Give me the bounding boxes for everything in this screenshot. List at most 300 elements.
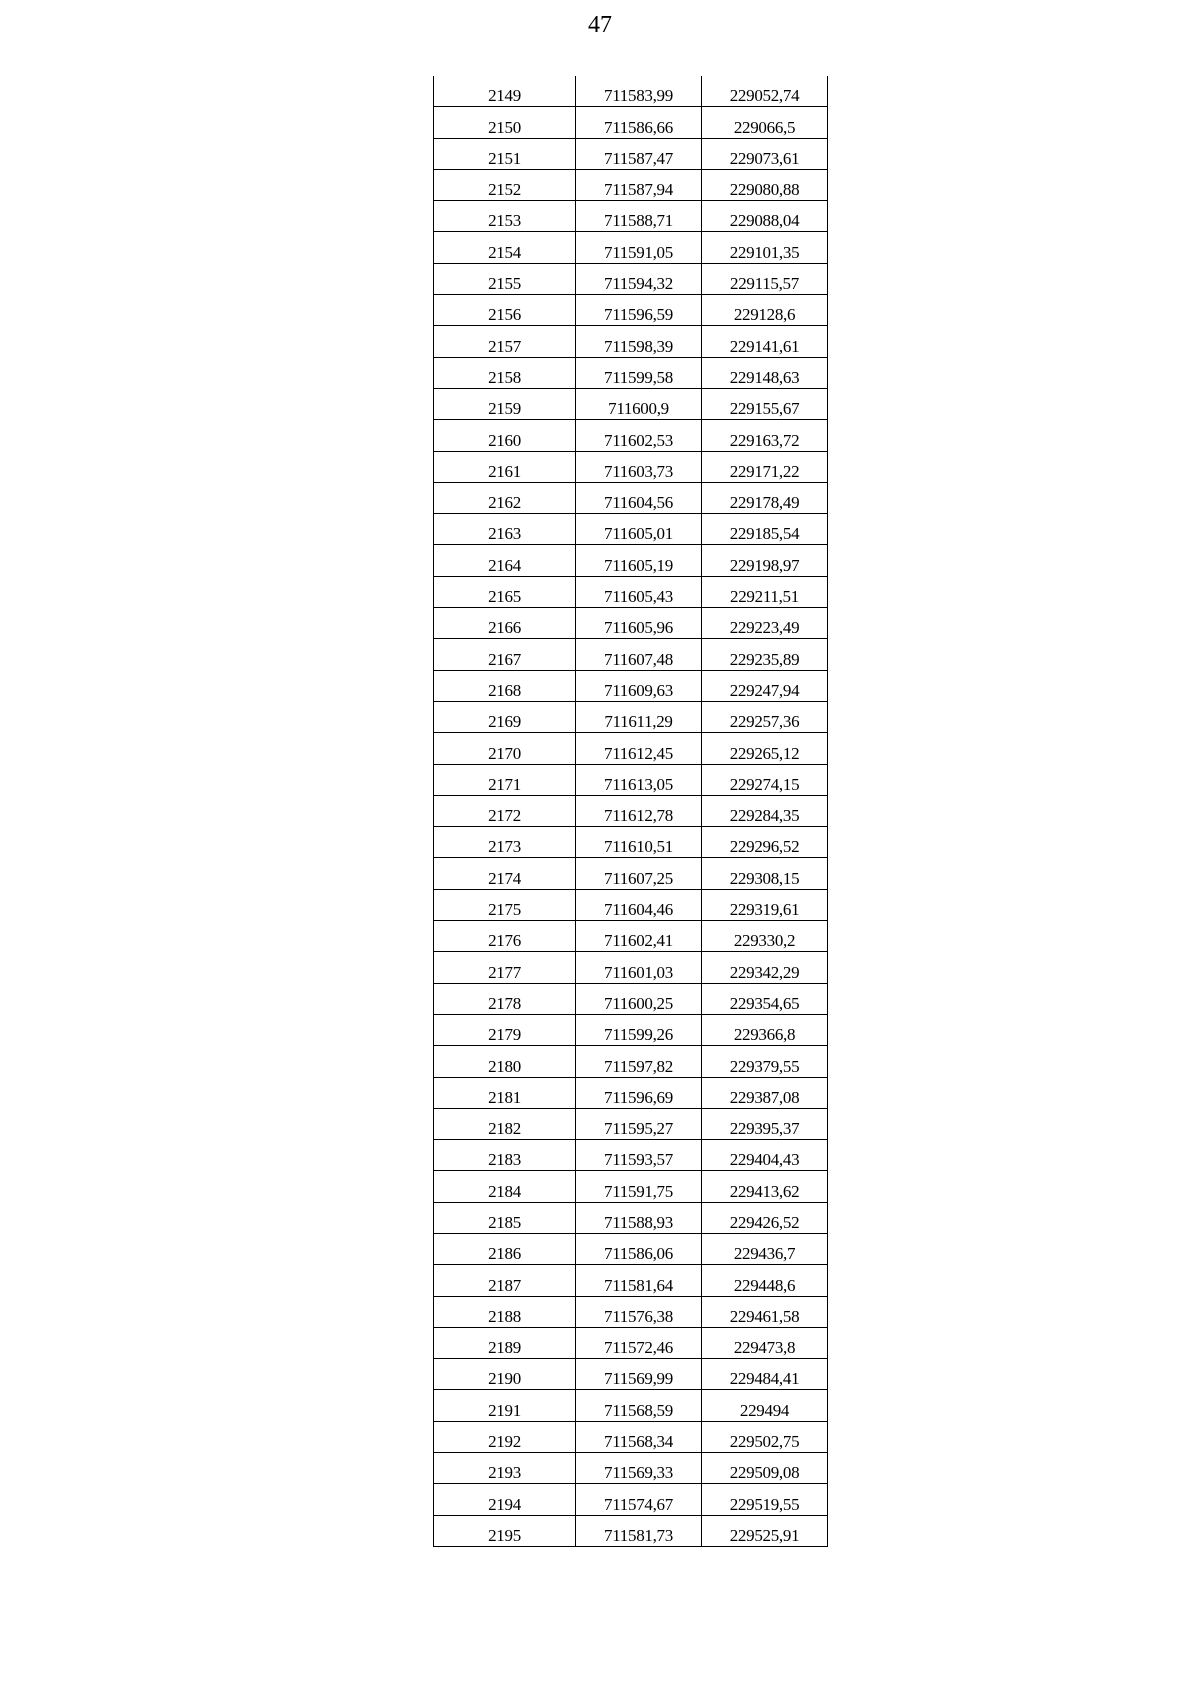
x-coordinate-cell: [576, 733, 702, 764]
cell-text: 229211,51: [730, 587, 799, 607]
cell-text: 711599,26: [604, 1025, 673, 1045]
cell-text: 711581,73: [604, 1525, 673, 1545]
table-row: [434, 858, 828, 889]
x-coordinate-cell: [576, 420, 702, 451]
table-row: [434, 1390, 828, 1421]
x-coordinate-cell: [576, 76, 702, 107]
cell-text: 711605,43: [604, 587, 673, 607]
point-number-cell: [434, 733, 576, 764]
cell-text: 229319,61: [729, 900, 800, 920]
cell-text: 711572,46: [604, 1338, 673, 1358]
cell-text: 2153: [488, 211, 521, 231]
y-coordinate-cell: [702, 1453, 828, 1484]
x-coordinate-cell: [576, 357, 702, 388]
point-number-cell: [434, 201, 576, 232]
table-row: [434, 201, 828, 232]
point-number-cell: [434, 76, 576, 107]
x-coordinate-cell: [576, 1484, 702, 1515]
cell-text: 711607,48: [604, 649, 673, 669]
point-number-cell: [434, 388, 576, 419]
x-coordinate-cell: [576, 1390, 702, 1421]
point-number-cell: [434, 1484, 576, 1515]
cell-text: 229284,35: [729, 806, 800, 826]
cell-text: 2150: [488, 117, 521, 137]
table-row: [434, 1077, 828, 1108]
cell-text: 229080,88: [729, 180, 800, 200]
cell-text: 711600,9: [608, 399, 669, 419]
x-coordinate-cell: [576, 576, 702, 607]
x-coordinate-cell: [576, 514, 702, 545]
cell-text: 229235,89: [729, 649, 800, 669]
point-number-cell: [434, 326, 576, 357]
table-row: [434, 1327, 828, 1358]
cell-text: 229066,5: [733, 117, 796, 137]
point-number-cell: [434, 639, 576, 670]
cell-text: 711611,29: [604, 712, 673, 732]
cell-text: 2179: [488, 1025, 521, 1045]
cell-text: 229115,57: [730, 274, 799, 294]
x-coordinate-cell: [576, 1296, 702, 1327]
x-coordinate-cell: [576, 670, 702, 701]
table-row: [434, 576, 828, 607]
table-row: [434, 889, 828, 920]
table-row: [434, 1265, 828, 1296]
x-coordinate-cell: [576, 295, 702, 326]
cell-text: 2176: [488, 931, 521, 951]
y-coordinate-cell: [702, 1077, 828, 1108]
cell-text: 711602,41: [604, 931, 673, 951]
cell-text: 2172: [488, 806, 521, 826]
point-number-cell: [434, 138, 576, 169]
point-number-cell: [434, 576, 576, 607]
y-coordinate-cell: [702, 1046, 828, 1077]
cell-text: 2177: [488, 962, 521, 982]
cell-text: 229148,63: [729, 367, 800, 387]
point-number-cell: [434, 1171, 576, 1202]
x-coordinate-cell: [576, 451, 702, 482]
y-coordinate-cell: [702, 420, 828, 451]
point-number-cell: [434, 952, 576, 983]
cell-text: 229494: [739, 1400, 790, 1420]
point-number-cell: [434, 1202, 576, 1233]
cell-text: 711587,94: [604, 180, 673, 200]
page-number: 47: [588, 12, 612, 38]
cell-text: 711605,96: [604, 618, 673, 638]
y-coordinate-cell: [702, 232, 828, 263]
table-row: [434, 795, 828, 826]
point-number-cell: [434, 1390, 576, 1421]
y-coordinate-cell: [702, 451, 828, 482]
cell-text: 711569,99: [604, 1369, 673, 1389]
point-number-cell: [434, 107, 576, 138]
cell-text: 2180: [488, 1056, 521, 1076]
y-coordinate-cell: [702, 1515, 828, 1546]
y-coordinate-cell: [702, 921, 828, 952]
x-coordinate-cell: [576, 858, 702, 889]
y-coordinate-cell: [702, 952, 828, 983]
x-coordinate-cell: [576, 701, 702, 732]
table-row: [434, 608, 828, 639]
x-coordinate-cell: [576, 107, 702, 138]
cell-text: 229342,29: [729, 962, 800, 982]
cell-text: 229178,49: [729, 493, 800, 513]
cell-text: 229128,6: [733, 305, 796, 325]
cell-text: 711604,46: [604, 900, 673, 920]
cell-text: 711612,78: [604, 806, 673, 826]
point-number-cell: [434, 1265, 576, 1296]
cell-text: 229502,75: [729, 1432, 800, 1452]
y-coordinate-cell: [702, 1359, 828, 1390]
point-number-cell: [434, 232, 576, 263]
cell-text: 711597,82: [604, 1056, 673, 1076]
x-coordinate-cell: [576, 1453, 702, 1484]
y-coordinate-cell: [702, 983, 828, 1014]
y-coordinate-cell: [702, 263, 828, 294]
table-row: [434, 952, 828, 983]
cell-text: 229223,49: [729, 618, 800, 638]
point-number-cell: [434, 1046, 576, 1077]
cell-text: 711600,25: [604, 993, 673, 1013]
table-row: [434, 921, 828, 952]
point-number-cell: [434, 764, 576, 795]
cell-text: 2156: [488, 305, 521, 325]
table-row: [434, 451, 828, 482]
y-coordinate-cell: [702, 545, 828, 576]
cell-text: 229413,62: [729, 1181, 800, 1201]
cell-text: 229509,08: [729, 1463, 800, 1483]
cell-text: 711602,53: [604, 430, 673, 450]
point-number-cell: [434, 1515, 576, 1546]
cell-text: 229052,74: [729, 86, 800, 106]
table-row: [434, 701, 828, 732]
x-coordinate-cell: [576, 201, 702, 232]
cell-text: 2178: [488, 993, 521, 1013]
cell-text: 711598,39: [604, 336, 673, 356]
point-number-cell: [434, 1108, 576, 1139]
table-row: [434, 764, 828, 795]
x-coordinate-cell: [576, 1171, 702, 1202]
table-row: [434, 670, 828, 701]
cell-text: 2186: [488, 1244, 521, 1264]
y-coordinate-cell: [702, 357, 828, 388]
x-coordinate-cell: [576, 1046, 702, 1077]
cell-text: 2155: [488, 274, 521, 294]
cell-text: 711568,59: [604, 1400, 673, 1420]
table-row: [434, 1421, 828, 1452]
cell-text: 2160: [488, 430, 521, 450]
point-number-cell: [434, 670, 576, 701]
x-coordinate-cell: [576, 1327, 702, 1358]
table-row: [434, 1484, 828, 1515]
cell-text: 711596,59: [604, 305, 673, 325]
y-coordinate-cell: [702, 827, 828, 858]
cell-text: 2175: [488, 900, 521, 920]
cell-text: 229379,55: [729, 1056, 800, 1076]
cell-text: 711588,93: [604, 1212, 673, 1232]
cell-text: 711604,56: [604, 493, 673, 513]
point-number-cell: [434, 451, 576, 482]
cell-text: 2171: [488, 774, 521, 794]
point-number-cell: [434, 1453, 576, 1484]
point-number-cell: [434, 858, 576, 889]
cell-text: 2164: [488, 555, 521, 575]
cell-text: 229198,97: [729, 555, 800, 575]
cell-text: 711574,67: [604, 1494, 673, 1514]
table-row: [434, 295, 828, 326]
cell-text: 2189: [488, 1338, 521, 1358]
y-coordinate-cell: [702, 795, 828, 826]
table-row: [434, 1296, 828, 1327]
x-coordinate-cell: [576, 1421, 702, 1452]
y-coordinate-cell: [702, 1171, 828, 1202]
point-number-cell: [434, 420, 576, 451]
cell-text: 229354,65: [729, 993, 800, 1013]
y-coordinate-cell: [702, 576, 828, 607]
y-coordinate-cell: [702, 764, 828, 795]
point-number-cell: [434, 1359, 576, 1390]
point-number-cell: [434, 983, 576, 1014]
cell-text: 2191: [488, 1400, 521, 1420]
cell-text: 711607,25: [604, 868, 673, 888]
cell-text: 711576,38: [604, 1306, 673, 1326]
table-row: [434, 545, 828, 576]
cell-text: 711569,33: [604, 1463, 673, 1483]
cell-text: 711568,34: [604, 1432, 673, 1452]
table-row: [434, 1359, 828, 1390]
cell-text: 711593,57: [604, 1150, 673, 1170]
point-number-cell: [434, 795, 576, 826]
y-coordinate-cell: [702, 701, 828, 732]
cell-text: 229141,61: [729, 336, 800, 356]
table-row: [434, 1453, 828, 1484]
cell-text: 229473,8: [733, 1338, 796, 1358]
cell-text: 2173: [488, 837, 521, 857]
table-row: [434, 357, 828, 388]
cell-text: 229073,61: [729, 148, 800, 168]
y-coordinate-cell: [702, 1202, 828, 1233]
x-coordinate-cell: [576, 1108, 702, 1139]
cell-text: 2188: [488, 1306, 521, 1326]
table-row: [434, 1046, 828, 1077]
cell-text: 711586,66: [604, 117, 673, 137]
y-coordinate-cell: [702, 858, 828, 889]
table-row: [434, 1233, 828, 1264]
cell-text: 711594,32: [604, 274, 673, 294]
y-coordinate-cell: [702, 169, 828, 200]
x-coordinate-cell: [576, 952, 702, 983]
table-row: [434, 1202, 828, 1233]
table-row: [434, 169, 828, 200]
x-coordinate-cell: [576, 1202, 702, 1233]
point-number-cell: [434, 1014, 576, 1045]
cell-text: 711613,05: [604, 774, 673, 794]
y-coordinate-cell: [702, 138, 828, 169]
y-coordinate-cell: [702, 889, 828, 920]
table-row: [434, 983, 828, 1014]
x-coordinate-cell: [576, 169, 702, 200]
point-number-cell: [434, 545, 576, 576]
cell-text: 2194: [488, 1494, 521, 1514]
table-row: [434, 1515, 828, 1546]
cell-text: 711583,99: [604, 86, 673, 106]
cell-text: 711610,51: [604, 837, 673, 857]
y-coordinate-cell: [702, 1014, 828, 1045]
x-coordinate-cell: [576, 827, 702, 858]
cell-text: 711605,19: [604, 555, 673, 575]
cell-text: 229395,37: [729, 1119, 800, 1139]
table-row: [434, 107, 828, 138]
table-row: [434, 232, 828, 263]
x-coordinate-cell: [576, 608, 702, 639]
cell-text: 711603,73: [604, 461, 673, 481]
cell-text: 2152: [488, 180, 521, 200]
y-coordinate-cell: [702, 1108, 828, 1139]
cell-text: 2182: [488, 1119, 521, 1139]
cell-text: 711581,64: [604, 1275, 673, 1295]
table-row: [434, 827, 828, 858]
point-number-cell: [434, 827, 576, 858]
cell-text: 2154: [488, 242, 521, 262]
table-row: [434, 1014, 828, 1045]
x-coordinate-cell: [576, 1014, 702, 1045]
cell-text: 229247,94: [729, 680, 800, 700]
point-number-cell: [434, 1327, 576, 1358]
cell-text: 2162: [488, 493, 521, 513]
cell-text: 2187: [488, 1275, 521, 1295]
cell-text: 229171,22: [729, 461, 800, 481]
x-coordinate-cell: [576, 921, 702, 952]
cell-text: 2190: [488, 1369, 521, 1389]
table-row: [434, 388, 828, 419]
coordinate-table-body: [434, 76, 828, 1546]
x-coordinate-cell: [576, 326, 702, 357]
cell-text: 2192: [488, 1432, 521, 1452]
x-coordinate-cell: [576, 232, 702, 263]
x-coordinate-cell: [576, 1233, 702, 1264]
x-coordinate-cell: [576, 795, 702, 826]
table-row: [434, 482, 828, 513]
x-coordinate-cell: [576, 639, 702, 670]
cell-text: 711591,05: [604, 242, 673, 262]
cell-text: 229296,52: [729, 837, 800, 857]
cell-text: 229519,55: [729, 1494, 800, 1514]
cell-text: 229274,15: [729, 774, 800, 794]
cell-text: 711588,71: [604, 211, 673, 231]
table-row: [434, 639, 828, 670]
y-coordinate-cell: [702, 201, 828, 232]
point-number-cell: [434, 1421, 576, 1452]
point-number-cell: [434, 608, 576, 639]
cell-text: 2157: [488, 336, 521, 356]
point-number-cell: [434, 1296, 576, 1327]
table-row: [434, 1140, 828, 1171]
cell-text: 711586,06: [604, 1244, 673, 1264]
y-coordinate-cell: [702, 295, 828, 326]
cell-text: 711591,75: [604, 1181, 673, 1201]
point-number-cell: [434, 1140, 576, 1171]
point-number-cell: [434, 482, 576, 513]
cell-text: 2163: [488, 524, 521, 544]
cell-text: 229163,72: [729, 430, 800, 450]
x-coordinate-cell: [576, 764, 702, 795]
cell-text: 229088,04: [729, 211, 800, 231]
x-coordinate-cell: [576, 1359, 702, 1390]
cell-text: 2195: [488, 1525, 521, 1545]
cell-text: 711599,58: [604, 367, 673, 387]
point-number-cell: [434, 701, 576, 732]
cell-text: 711587,47: [604, 148, 673, 168]
point-number-cell: [434, 357, 576, 388]
coordinate-table: [433, 76, 828, 1547]
cell-text: 229426,52: [729, 1212, 800, 1232]
cell-text: 229461,58: [729, 1306, 800, 1326]
cell-text: 711612,45: [604, 743, 673, 763]
cell-text: 2168: [488, 680, 521, 700]
cell-text: 2159: [488, 399, 521, 419]
x-coordinate-cell: [576, 1265, 702, 1296]
point-number-cell: [434, 295, 576, 326]
x-coordinate-cell: [576, 545, 702, 576]
cell-text: 711601,03: [604, 962, 673, 982]
cell-text: 229155,67: [729, 399, 800, 419]
x-coordinate-cell: [576, 482, 702, 513]
y-coordinate-cell: [702, 670, 828, 701]
point-number-cell: [434, 1233, 576, 1264]
table-row: [434, 1171, 828, 1202]
y-coordinate-cell: [702, 514, 828, 545]
x-coordinate-cell: [576, 889, 702, 920]
table-row: [434, 420, 828, 451]
cell-text: 229101,35: [729, 242, 800, 262]
x-coordinate-cell: [576, 983, 702, 1014]
point-number-cell: [434, 263, 576, 294]
y-coordinate-cell: [702, 639, 828, 670]
y-coordinate-cell: [702, 608, 828, 639]
cell-text: 229525,91: [729, 1525, 800, 1545]
table-row: [434, 263, 828, 294]
cell-text: 2184: [488, 1181, 521, 1201]
x-coordinate-cell: [576, 1140, 702, 1171]
cell-text: 229185,54: [729, 524, 800, 544]
cell-text: 229265,12: [729, 743, 800, 763]
point-number-cell: [434, 921, 576, 952]
y-coordinate-cell: [702, 388, 828, 419]
y-coordinate-cell: [702, 1421, 828, 1452]
table-row: [434, 733, 828, 764]
x-coordinate-cell: [576, 1077, 702, 1108]
cell-text: 2169: [488, 712, 521, 732]
y-coordinate-cell: [702, 107, 828, 138]
y-coordinate-cell: [702, 1484, 828, 1515]
x-coordinate-cell: [576, 263, 702, 294]
cell-text: 229330,2: [733, 931, 796, 951]
cell-text: 2149: [488, 86, 521, 106]
cell-text: 229366,8: [733, 1025, 796, 1045]
cell-text: 2165: [488, 587, 521, 607]
cell-text: 2151: [488, 148, 521, 168]
y-coordinate-cell: [702, 733, 828, 764]
point-number-cell: [434, 1077, 576, 1108]
point-number-cell: [434, 889, 576, 920]
y-coordinate-cell: [702, 326, 828, 357]
cell-text: 711595,27: [604, 1119, 673, 1139]
table-row: [434, 1108, 828, 1139]
cell-text: 2161: [488, 461, 521, 481]
y-coordinate-cell: [702, 1265, 828, 1296]
table-row: [434, 76, 828, 107]
cell-text: 229436,7: [733, 1244, 796, 1264]
y-coordinate-cell: [702, 76, 828, 107]
